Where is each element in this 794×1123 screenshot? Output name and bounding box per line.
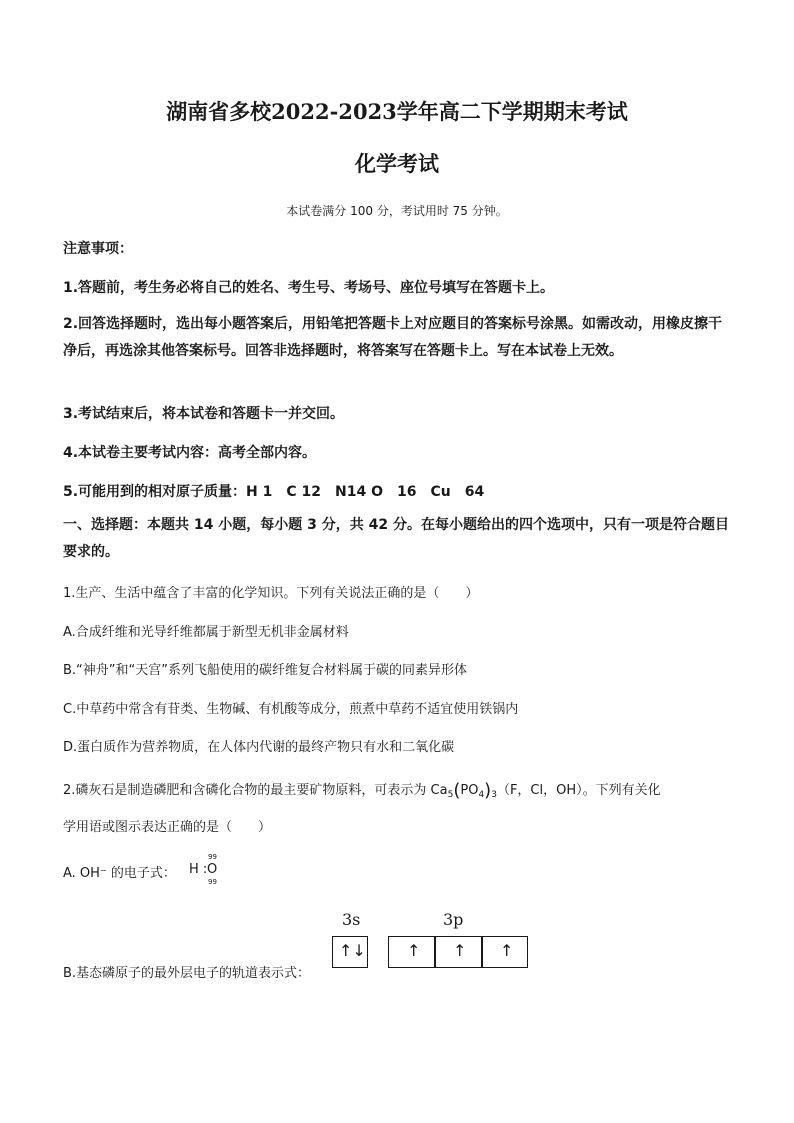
orbital-3s-box: [332, 936, 368, 968]
notice-heading: 注意事项：: [63, 241, 133, 257]
exam-title: 湖南省多校2022-2023学年高二下学期期末考试: [166, 99, 628, 124]
notice-item-5: 5.可能用到的相对原子质量：H 1 C 12 N14 O 16 Cu 64: [63, 484, 485, 500]
arrow-up-icon: ↑: [407, 941, 421, 960]
q1-stem: 1.生产、生活中蕴含了丰富的化学知识。下列有关说法正确的是（ ）: [63, 586, 479, 601]
q1-option-a: A.合成纤维和光导纤维都属于新型无机非金属材料: [63, 625, 349, 640]
q2-option-b-label: B.基态磷原子的最外层电子的轨道表示式：: [63, 966, 311, 981]
q2-option-a-label: A. OH⁻ 的电子式：: [63, 866, 176, 881]
oh-lewis-structure: [189, 852, 229, 888]
q1-option-c: C.中草药中常含有苷类、生物碱、有机酸等成分，煎煮中草药不适宜使用铁锅内: [63, 702, 519, 717]
q2-stem-line1: 2.磷灰石是制造磷肥和含磷化合物的最主要矿物原料，可表示为 $Ca_5(PO_4)_3(F$，Cl，OH）。下列有关化: [63, 780, 661, 801]
notice-item-1: 1.答题前，考生务必将自己的姓名、考生号、考场号、座位号填写在答题卡上。: [63, 280, 555, 296]
notice-item-3: 3.考试结束后，将本试卷和答题卡一并交回。: [63, 406, 345, 422]
lewis-dots-bottom: 99: [208, 878, 217, 886]
notice-item-2: 2.回答选择题时，选出每小题答案后，用铅笔把答题卡上对应题目的答案标号涂黑。如需改动，用橡皮擦干净后，再选涂其他答案标号。回答非选择题时，将答案写在答题卡上。写在本试卷上无效。: [63, 316, 723, 359]
lewis-h: H :: [189, 862, 208, 877]
notice-item-4: 4.本试卷主要考试内容：高考全部内容。: [63, 445, 317, 461]
arrow-up-icon: ↑: [500, 941, 514, 960]
orbital-3p-box: [388, 936, 528, 968]
lewis-o: O: [207, 862, 218, 877]
orbital-diagram: [330, 910, 530, 974]
arrow-up-down-icon: ↑↓: [339, 941, 366, 960]
q1-option-b: B.“神舟”和“天宫”系列飞船使用的碳纤维复合材料属于碳的同素异形体: [63, 663, 467, 678]
arrow-up-icon: ↑: [453, 941, 467, 960]
orbital-3p-label: 3p: [443, 910, 464, 929]
exam-subtitle: 化学考试: [355, 151, 439, 176]
q1-option-d: D.蛋白质作为营养物质，在人体内代谢的最终产物只有水和二氧化碳: [63, 740, 455, 755]
lewis-dots-top: 99: [208, 853, 217, 861]
section-heading: 一、选择题：本题共 14 小题，每小题 3 分，共 42 分。在每小题给出的四个选项中，只有一项是符合题目要求的。: [63, 517, 729, 560]
orbital-3s-label: 3s: [342, 910, 361, 929]
exam-info: 本试卷满分 100 分，考试用时 75 分钟。: [286, 204, 508, 218]
q2-stem-line2: 学用语或图示表达正确的是（ ）: [63, 820, 272, 835]
